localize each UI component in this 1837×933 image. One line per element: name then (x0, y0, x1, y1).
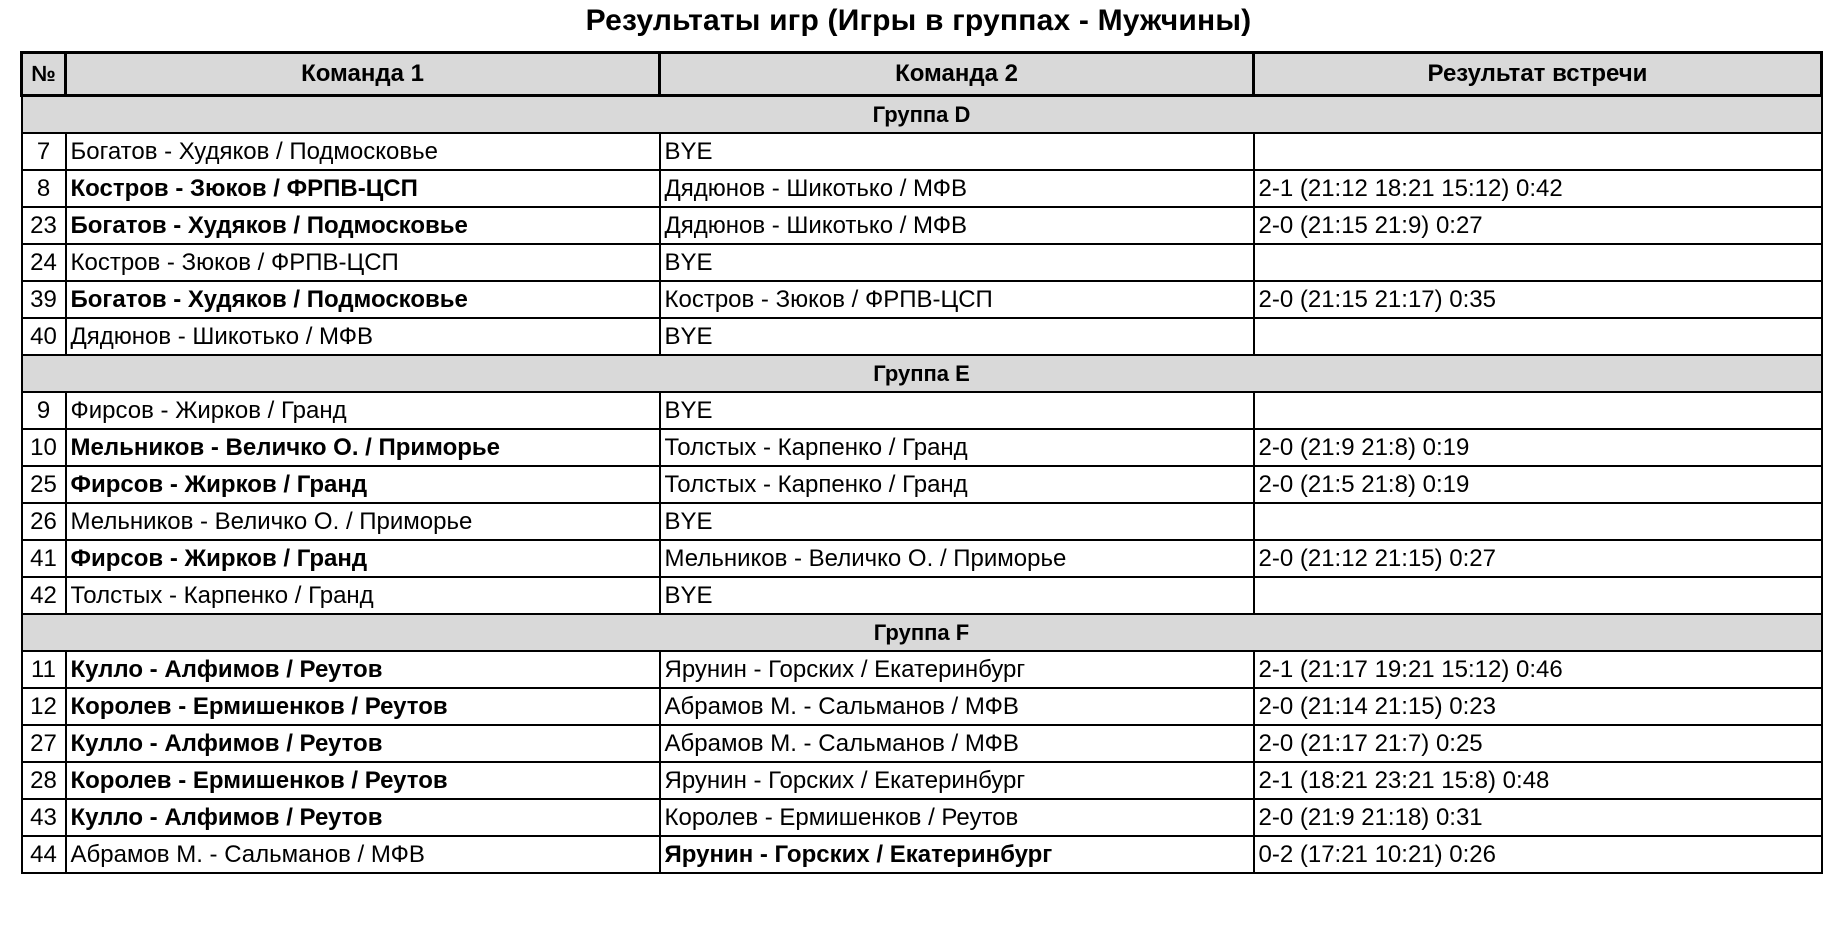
team1-cell: Фирсов - Жирков / Гранд (66, 466, 660, 503)
match-row (22, 207, 1822, 244)
header-row (22, 53, 1822, 96)
match-row (22, 466, 1822, 503)
team1-cell: Кулло - Алфимов / Реутов (66, 725, 660, 762)
match-number: 28 (22, 762, 66, 799)
group-row (22, 355, 1822, 392)
header-number: № (22, 53, 66, 96)
header-team1: Команда 1 (66, 53, 660, 96)
page-title: Результаты игр (Игры в группах - Мужчины) (585, 4, 1252, 37)
team2-cell: Толстых - Карпенко / Гранд (660, 429, 1254, 466)
result-cell: 2-0 (21:5 21:8) 0:19 (1254, 466, 1822, 503)
result-cell (1254, 244, 1822, 281)
match-number: 39 (22, 281, 66, 318)
match-row (22, 503, 1822, 540)
match-number: 9 (22, 392, 66, 429)
match-number: 44 (22, 836, 66, 873)
match-number: 27 (22, 725, 66, 762)
result-cell: 0-2 (17:21 10:21) 0:26 (1254, 836, 1822, 873)
match-row (22, 836, 1822, 873)
team1-cell: Фирсов - Жирков / Гранд (66, 540, 660, 577)
team2-cell: Толстых - Карпенко / Гранд (660, 466, 1254, 503)
team1-cell: Костров - Зюков / ФРПВ-ЦСП (66, 170, 660, 207)
team2-cell: Абрамов М. - Сальманов / МФВ (660, 688, 1254, 725)
team2-cell: Костров - Зюков / ФРПВ-ЦСП (660, 281, 1254, 318)
match-number: 11 (22, 651, 66, 688)
result-cell: 2-0 (21:12 21:15) 0:27 (1254, 540, 1822, 577)
match-number: 25 (22, 466, 66, 503)
result-cell: 2-1 (21:17 19:21 15:12) 0:46 (1254, 651, 1822, 688)
team1-cell: Богатов - Худяков / Подмосковье (66, 133, 660, 170)
result-cell: 2-0 (21:15 21:17) 0:35 (1254, 281, 1822, 318)
team1-cell: Богатов - Худяков / Подмосковье (66, 207, 660, 244)
match-number: 23 (22, 207, 66, 244)
team2-cell: BYE (660, 244, 1254, 281)
team1-cell: Толстых - Карпенко / Гранд (66, 577, 660, 614)
match-row (22, 170, 1822, 207)
result-cell: 2-1 (18:21 23:21 15:8) 0:48 (1254, 762, 1822, 799)
result-cell: 2-0 (21:17 21:7) 0:25 (1254, 725, 1822, 762)
team2-cell: BYE (660, 503, 1254, 540)
team1-cell: Мельников - Величко О. / Приморье (66, 503, 660, 540)
result-cell (1254, 577, 1822, 614)
team2-cell: Абрамов М. - Сальманов / МФВ (660, 725, 1254, 762)
result-cell (1254, 503, 1822, 540)
team2-cell: BYE (660, 318, 1254, 355)
match-row (22, 429, 1822, 466)
match-row (22, 281, 1822, 318)
team1-cell: Абрамов М. - Сальманов / МФВ (66, 836, 660, 873)
group-name: Группа D (22, 96, 1822, 134)
team1-cell: Фирсов - Жирков / Гранд (66, 392, 660, 429)
result-cell: 2-1 (21:12 18:21 15:12) 0:42 (1254, 170, 1822, 207)
match-number: 40 (22, 318, 66, 355)
team1-cell: Богатов - Худяков / Подмосковье (66, 281, 660, 318)
match-row (22, 762, 1822, 799)
result-cell: 2-0 (21:9 21:18) 0:31 (1254, 799, 1822, 836)
match-number: 42 (22, 577, 66, 614)
match-row (22, 799, 1822, 836)
team2-cell: Ярунин - Горских / Екатеринбург (660, 836, 1254, 873)
result-cell: 2-0 (21:9 21:8) 0:19 (1254, 429, 1822, 466)
team2-cell: BYE (660, 133, 1254, 170)
result-cell (1254, 318, 1822, 355)
team1-cell: Кулло - Алфимов / Реутов (66, 799, 660, 836)
team2-cell: Ярунин - Горских / Екатеринбург (660, 762, 1254, 799)
match-number: 41 (22, 540, 66, 577)
match-number: 12 (22, 688, 66, 725)
match-number: 26 (22, 503, 66, 540)
team2-cell: Дядюнов - Шикотько / МФВ (660, 170, 1254, 207)
team2-cell: BYE (660, 392, 1254, 429)
match-row (22, 577, 1822, 614)
team1-cell: Костров - Зюков / ФРПВ-ЦСП (66, 244, 660, 281)
group-row (22, 96, 1822, 134)
team1-cell: Кулло - Алфимов / Реутов (66, 651, 660, 688)
team2-cell: Мельников - Величко О. / Приморье (660, 540, 1254, 577)
team2-cell: BYE (660, 577, 1254, 614)
team1-cell: Мельников - Величко О. / Приморье (66, 429, 660, 466)
match-number: 43 (22, 799, 66, 836)
match-number: 8 (22, 170, 66, 207)
match-row (22, 725, 1822, 762)
header-result: Результат встречи (1254, 53, 1822, 96)
match-row (22, 540, 1822, 577)
match-row (22, 244, 1822, 281)
match-number: 24 (22, 244, 66, 281)
result-cell: 2-0 (21:15 21:9) 0:27 (1254, 207, 1822, 244)
group-name: Группа F (22, 614, 1822, 651)
result-cell (1254, 392, 1822, 429)
result-cell (1254, 133, 1822, 170)
group-row (22, 614, 1822, 651)
team2-cell: Дядюнов - Шикотько / МФВ (660, 207, 1254, 244)
results-table (20, 51, 1823, 874)
result-cell: 2-0 (21:14 21:15) 0:23 (1254, 688, 1822, 725)
header-team2: Команда 2 (660, 53, 1254, 96)
team1-cell: Дядюнов - Шикотько / МФВ (66, 318, 660, 355)
match-number: 7 (22, 133, 66, 170)
match-row (22, 392, 1822, 429)
match-row (22, 688, 1822, 725)
team1-cell: Королев - Ермишенков / Реутов (66, 762, 660, 799)
team2-cell: Ярунин - Горских / Екатеринбург (660, 651, 1254, 688)
results-body (22, 96, 1822, 874)
group-name: Группа E (22, 355, 1822, 392)
team2-cell: Королев - Ермишенков / Реутов (660, 799, 1254, 836)
match-number: 10 (22, 429, 66, 466)
match-row (22, 133, 1822, 170)
match-row (22, 318, 1822, 355)
team1-cell: Королев - Ермишенков / Реутов (66, 688, 660, 725)
match-row (22, 651, 1822, 688)
